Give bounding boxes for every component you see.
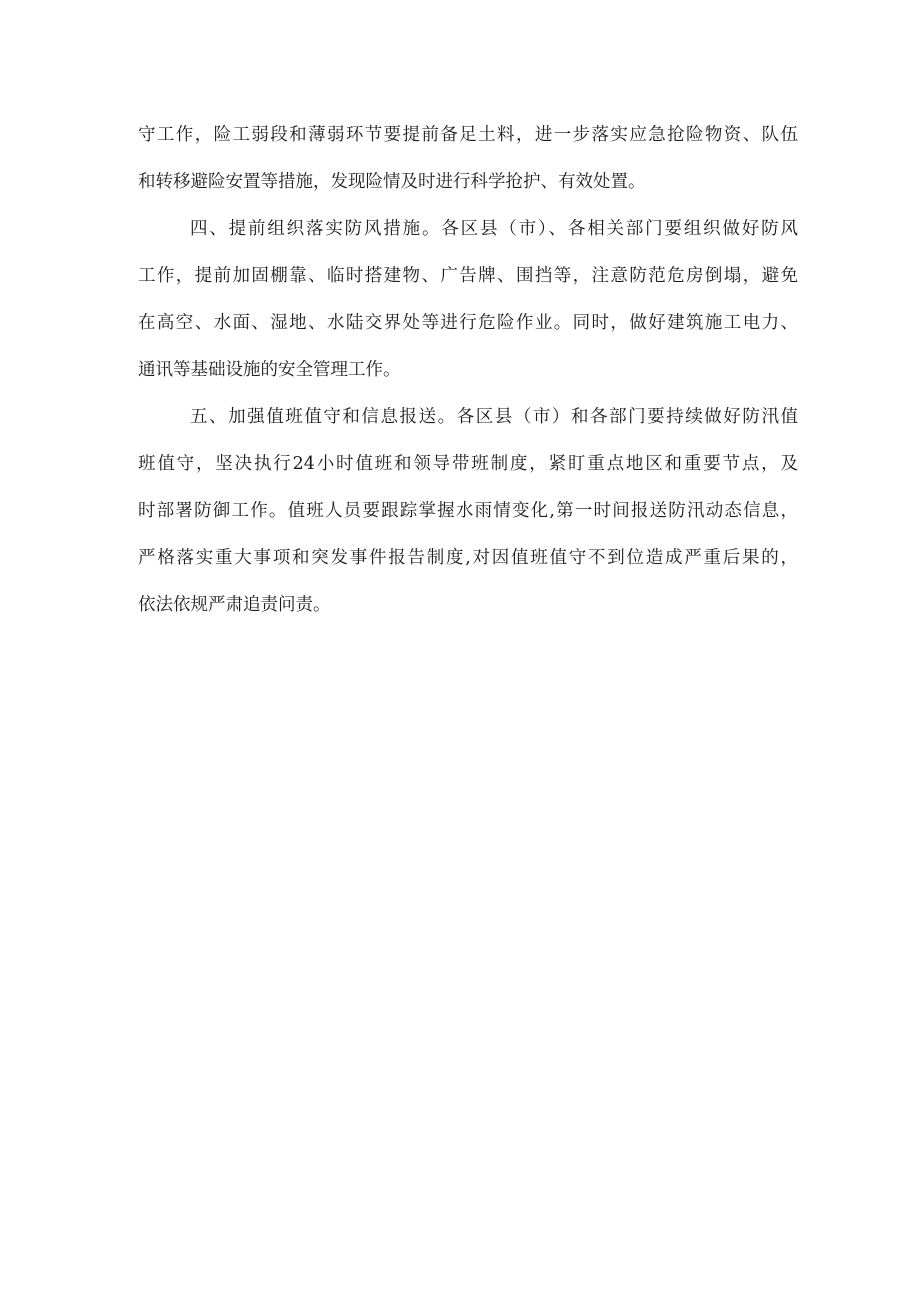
paragraph-line: 依法依规严肃追责问责。 xyxy=(138,595,331,615)
paragraph-five-duty-reporting xyxy=(138,394,798,629)
paragraph-line: 和转移避险安置等措施，发现险情及时进行科学抢护、有效处置。 xyxy=(138,172,646,192)
paragraph-four-wind-prevention xyxy=(138,206,798,394)
paragraph-continued xyxy=(138,112,798,206)
paragraph-line: 班值守，坚决执行24小时值班和领导带班制度，紧盯重点地区和重要节点，及 xyxy=(138,454,798,474)
paragraph-line: 在高空、水面、湿地、水陆交界处等进行危险作业。同时，做好建筑施工电力、 xyxy=(138,313,798,333)
paragraph-line: 严格落实重大事项和突发事件报告制度,对因值班值守不到位造成严重后果的， xyxy=(138,548,798,568)
paragraph-line: 时部署防御工作。值班人员要跟踪掌握水雨情变化,第一时间报送防汛动态信息， xyxy=(138,501,798,521)
paragraph-line: 工作，提前加固棚靠、临时搭建物、广告牌、围挡等，注意防范危房倒塌，避免 xyxy=(138,266,798,286)
paragraph-line: 五、加强值班值守和信息报送。各区县（市）和各部门要持续做好防汛值 xyxy=(190,407,798,427)
paragraph-line: 四、提前组织落实防风措施。各区县（市）、各相关部门要组织做好防风 xyxy=(190,219,798,239)
paragraph-line: 通讯等基础设施的安全管理工作。 xyxy=(138,360,401,380)
paragraph-line: 守工作，险工弱段和薄弱环节要提前备足土料，进一步落实应急抢险物资、队伍 xyxy=(138,125,798,145)
document-body xyxy=(138,112,798,629)
